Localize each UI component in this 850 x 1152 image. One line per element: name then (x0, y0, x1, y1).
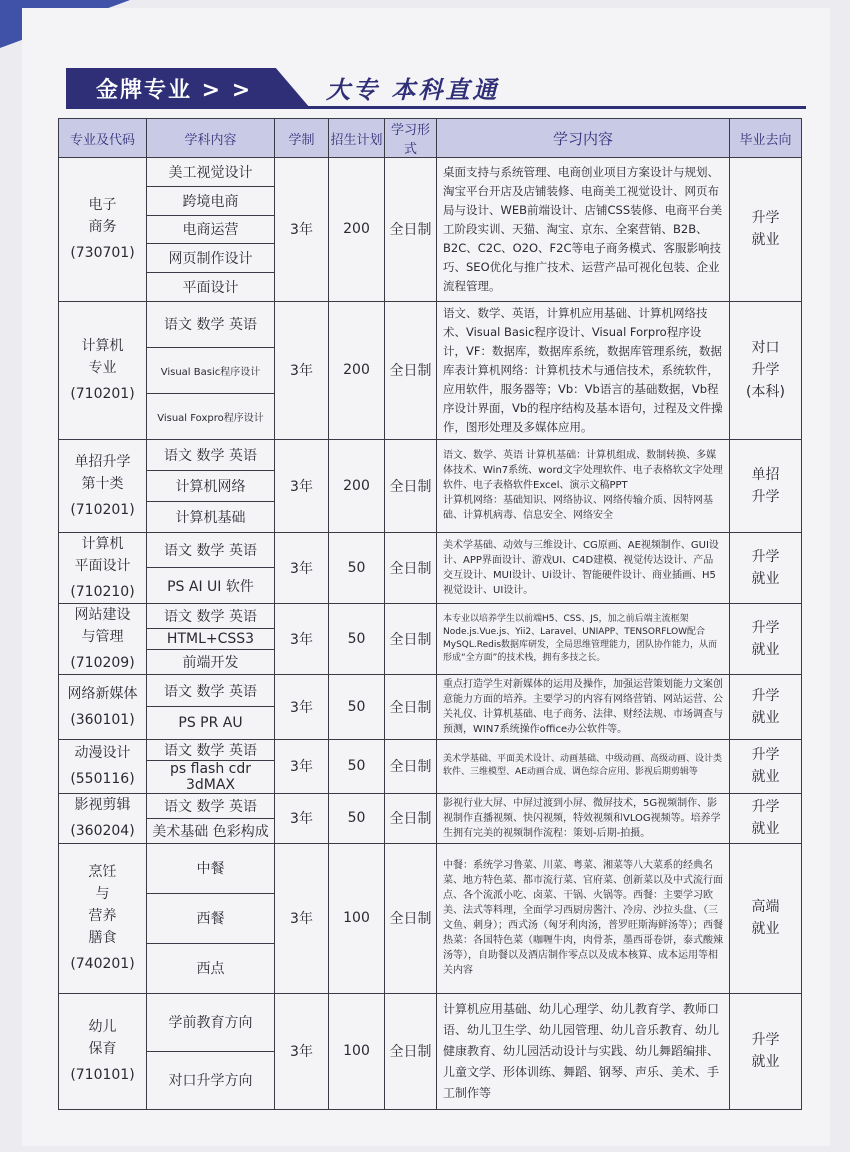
major-code: (360101) (70, 711, 135, 728)
destination-label: 就业 (751, 769, 780, 786)
subject-cell: 语文 数学 英语 (147, 301, 275, 347)
major-name: 动漫设计 (74, 745, 131, 762)
subject-cell: 平面设计 (147, 273, 275, 302)
years-cell: 3年 (275, 993, 329, 1109)
subject-cell: 语文 数学 英语 (147, 603, 275, 628)
destination-cell (730, 603, 802, 674)
major-code: (710101) (70, 1067, 135, 1084)
form-cell: 全日制 (385, 532, 437, 603)
header-content: 学习内容 (437, 119, 730, 158)
major-name: 计算机 (81, 338, 124, 355)
subject-cell: PS AI UI 软件 (147, 568, 275, 604)
major-name-cell (59, 674, 147, 739)
major-name: 与管理 (81, 628, 124, 645)
destination-label: 升学 (751, 1032, 780, 1049)
major-name-cell (59, 532, 147, 603)
subject-cell: ps flash cdr 3dMAX (147, 760, 275, 793)
subject-cell: PS PR AU (147, 707, 275, 740)
destination-label: 升学 (751, 362, 780, 379)
header-major: 专业及代码 (59, 119, 147, 158)
years-cell: 3年 (275, 793, 329, 843)
table-row (59, 993, 802, 1051)
table-body (59, 158, 802, 1110)
destination-label: (本科) (746, 384, 785, 401)
years-cell: 3年 (275, 158, 329, 302)
subject-cell: 语文 数学 英语 (147, 793, 275, 818)
major-name: 网站建设 (74, 606, 131, 623)
major-name: 网络新媒体 (67, 685, 138, 702)
destination-label: 就业 (751, 921, 780, 938)
destination-cell (730, 993, 802, 1109)
subject-cell: 美术基础 色彩构成 (147, 818, 275, 843)
destination-label: 就业 (751, 570, 780, 587)
table-row (59, 532, 802, 568)
major-code: (710209) (70, 654, 135, 671)
banner-title: 金牌专业 > > (96, 78, 253, 103)
plan-cell: 50 (329, 603, 385, 674)
table-row (59, 843, 802, 893)
form-cell: 全日制 (385, 793, 437, 843)
destination-label: 升学 (751, 687, 780, 704)
subject-cell: 语文 数学 英语 (147, 739, 275, 760)
subject-cell: 学前教育方向 (147, 993, 275, 1051)
content-cell: 语文、数学、英语，计算机应用基础、计算机网络技术、Visual Basic程序设计、Visual Forpro程序设计，VF：数据库，数据库系统，数据库管理系统，数据库表计算机网络：计算机技术与通信技术，系统软件，应用软件，服务器等；Vb：Vb语言的基础数据，Vb程序设计界面，Vb的程序结构及基本语句，过程及文件操作，图形处理及多媒体应用。 (437, 301, 730, 439)
section-banner (66, 68, 806, 110)
content-cell: 中餐：系统学习鲁菜、川菜、粤菜、湘菜等八大菜系的经典名菜、地方特色菜、都市流行菜、官府菜、创新菜以及中式流行面点、各个流派小吃、卤菜、干锅、火锅等。西餐：主要学习欧美、法式等料理，全面学习西厨房酱汁、冷房、沙拉头盘、（三文鱼、刺身）；西式汤（匈牙利肉汤，普罗旺斯海鲜汤等）；西餐热菜：各国特色菜（咖喱牛肉，肉骨茶，墨西哥卷饼，泰式酸辣汤等），自助餐以及酒店制作零点以及成本核算、成本运用等相关内容 (437, 843, 730, 993)
plan-cell: 50 (329, 674, 385, 739)
years-cell: 3年 (275, 301, 329, 439)
major-name: 与 (95, 886, 110, 903)
major-name-cell (59, 739, 147, 793)
destination-cell (730, 843, 802, 993)
form-cell: 全日制 (385, 158, 437, 302)
years-cell: 3年 (275, 739, 329, 793)
form-cell: 全日制 (385, 301, 437, 439)
major-name: 平面设计 (74, 557, 131, 574)
destination-label: 升学 (751, 619, 780, 636)
destination-label: 升学 (751, 210, 780, 227)
destination-label: 就业 (751, 709, 780, 726)
major-code: (710201) (70, 501, 135, 518)
major-code: (710210) (70, 583, 135, 600)
major-name-cell (59, 158, 147, 302)
destination-cell (730, 793, 802, 843)
plan-cell: 50 (329, 532, 385, 603)
form-cell: 全日制 (385, 843, 437, 993)
destination-label: 高端 (751, 899, 780, 916)
major-name-cell (59, 439, 147, 532)
destination-label: 升学 (751, 548, 780, 565)
major-name: 计算机 (81, 535, 124, 552)
subject-cell: 电商运营 (147, 215, 275, 244)
header-form: 学习形式 (385, 119, 437, 158)
destination-cell (730, 739, 802, 793)
major-code: (710201) (70, 386, 135, 403)
banner-subtitle: 大专 本科直通 (326, 76, 500, 104)
content-cell: 重点打造学生对新媒体的运用及操作，加强运营策划能力文案创意能力方面的培养。主要学习的内容有网络营销、网站运营、公关礼仪、计算机基础、电子商务、法律、财经法规、市场调查与预测，WIN7系统操作office办公软件等。 (437, 674, 730, 739)
header-destination: 毕业去向 (730, 119, 802, 158)
major-code: (740201) (70, 956, 135, 973)
major-name: 单招升学 (74, 453, 131, 470)
major-name-cell (59, 993, 147, 1109)
majors-table (58, 118, 802, 1110)
subject-cell: Visual Basic程序设计 (147, 347, 275, 393)
plan-cell: 50 (329, 793, 385, 843)
form-cell: 全日制 (385, 439, 437, 532)
major-name: 专业 (88, 360, 117, 377)
major-code: (360204) (70, 823, 135, 840)
major-code: (730701) (70, 245, 135, 262)
content-cell: 美术学基础、动效与三维设计、CG原画、AE视频制作、GUI设计、APP界面设计、游戏UI、C4D建模、视觉传达设计、产品交互设计、MUI设计、Ui设计、智能硬件设计、商业插画、H5视觉设计、UI设计。 (437, 532, 730, 603)
major-name: 电子 (88, 197, 117, 214)
form-cell: 全日制 (385, 603, 437, 674)
major-name-cell (59, 603, 147, 674)
years-cell: 3年 (275, 674, 329, 739)
major-name: 营养 (88, 908, 117, 925)
header-plan: 招生计划 (329, 119, 385, 158)
form-cell: 全日制 (385, 739, 437, 793)
major-name-cell (59, 793, 147, 843)
table-row (59, 739, 802, 760)
destination-cell (730, 158, 802, 302)
plan-cell: 200 (329, 158, 385, 302)
major-name: 第十类 (81, 475, 124, 492)
subject-cell: 计算机基础 (147, 501, 275, 532)
plan-cell: 200 (329, 301, 385, 439)
banner-underline (66, 106, 806, 109)
content-cell: 美术学基础、平面美术设计、动画基础、中级动画、高级动画、设计类软件、三维模型、AE动画合成、调色综合应用、影视后期剪辑等 (437, 739, 730, 793)
years-cell: 3年 (275, 843, 329, 993)
major-name: 商务 (88, 219, 117, 236)
content-cell: 本专业以培养学生以前端H5、CSS、JS，加之前后端主流框架Node.js.Vue.js、Yii2、Laravel、UNIAPP、TENSORFLOW配合MySQL.Redis数据库研发，全局思维管理能力，团队协作能力，从而形成“全方面”的技术栈，拥有多技之长。 (437, 603, 730, 674)
header-years: 学制 (275, 119, 329, 158)
plan-cell: 200 (329, 439, 385, 532)
content-cell: 影视行业大屏、中屏过渡到小屏、微屏技术，5G视频制作、影视制作直播视频、快闪视频，特效视频和VLOG视频等。培养学生拥有完美的视频制作流程：策划-后期-拍摄。 (437, 793, 730, 843)
form-cell: 全日制 (385, 993, 437, 1109)
subject-cell: 网页制作设计 (147, 244, 275, 273)
table-row (59, 301, 802, 347)
subject-cell: 语文 数学 英语 (147, 439, 275, 470)
major-name: 影视剪辑 (74, 797, 131, 814)
subject-cell: HTML+CSS3 (147, 629, 275, 649)
years-cell: 3年 (275, 532, 329, 603)
table-row (59, 439, 802, 470)
subject-cell: 语文 数学 英语 (147, 674, 275, 707)
table-header-row (59, 119, 802, 158)
plan-cell: 100 (329, 843, 385, 993)
header-subjects: 学科内容 (147, 119, 275, 158)
major-code: (550116) (70, 771, 135, 788)
destination-label: 就业 (751, 641, 780, 658)
subject-cell: 对口升学方向 (147, 1051, 275, 1109)
destination-label: 升学 (751, 747, 780, 764)
subject-cell: 前端开发 (147, 649, 275, 674)
subject-cell: 计算机网络 (147, 470, 275, 501)
destination-cell (730, 439, 802, 532)
destination-label: 升学 (751, 488, 780, 505)
years-cell: 3年 (275, 603, 329, 674)
subject-cell: 跨境电商 (147, 186, 275, 215)
major-name-cell (59, 301, 147, 439)
form-cell: 全日制 (385, 674, 437, 739)
subject-cell: 西餐 (147, 893, 275, 943)
major-name-cell (59, 843, 147, 993)
major-name: 烹饪 (88, 864, 117, 881)
table-row (59, 603, 802, 628)
subject-cell: 美工视觉设计 (147, 158, 275, 187)
table-row (59, 158, 802, 187)
plan-cell: 50 (329, 739, 385, 793)
subject-cell: 西点 (147, 943, 275, 993)
table-row (59, 793, 802, 818)
content-cell: 计算机应用基础、幼儿心理学、幼儿教育学、教师口语、幼儿卫生学、幼儿园管理、幼儿音乐教育、幼儿健康教育、幼儿园活动设计与实践、幼儿舞蹈编排、儿童文学、形体训练、舞蹈、钢琴、声乐、美术、手工制作等 (437, 993, 730, 1109)
destination-label: 就业 (751, 1054, 780, 1071)
destination-cell (730, 674, 802, 739)
destination-label: 就业 (751, 232, 780, 249)
content-cell: 语文、数学、英语 计算机基础：计算机组成、数制转换、多媒体技术、Win7系统、word文字处理软件、电子表格软文字处理软件、电子表格软件Excel、演示文稿PPT 计算机网络：基础知识、网络协议、网络传输介质、因特网基础、计算机病毒、信息安全、网络安全 (437, 439, 730, 532)
content-cell: 桌面支持与系统管理、电商创业项目方案设计与规划、淘宝平台开店及店铺装修、电商美工视觉设计、网页布局与设计、WEB前端设计、店铺CSS装修、电商平台美工阶段实训、天猫、淘宝、京东、全案营销、B2B、B2C、C2C、O2O、F2C等电子商务模式、客服影响技巧、SEO优化与推广技术、运营产品可视化包装、企业流程管理。 (437, 158, 730, 302)
destination-cell (730, 301, 802, 439)
destination-label: 升学 (751, 799, 780, 816)
major-name: 幼儿 (88, 1019, 117, 1036)
table-row (59, 674, 802, 707)
subject-cell: 中餐 (147, 843, 275, 893)
subject-cell: 语文 数学 英语 (147, 532, 275, 568)
subject-cell: Visual Foxpro程序设计 (147, 393, 275, 439)
destination-cell (730, 532, 802, 603)
destination-label: 单招 (751, 466, 780, 483)
destination-label: 对口 (751, 340, 780, 357)
plan-cell: 100 (329, 993, 385, 1109)
major-name: 膳食 (88, 930, 117, 947)
years-cell: 3年 (275, 439, 329, 532)
destination-label: 就业 (751, 821, 780, 838)
major-name: 保育 (88, 1041, 117, 1058)
